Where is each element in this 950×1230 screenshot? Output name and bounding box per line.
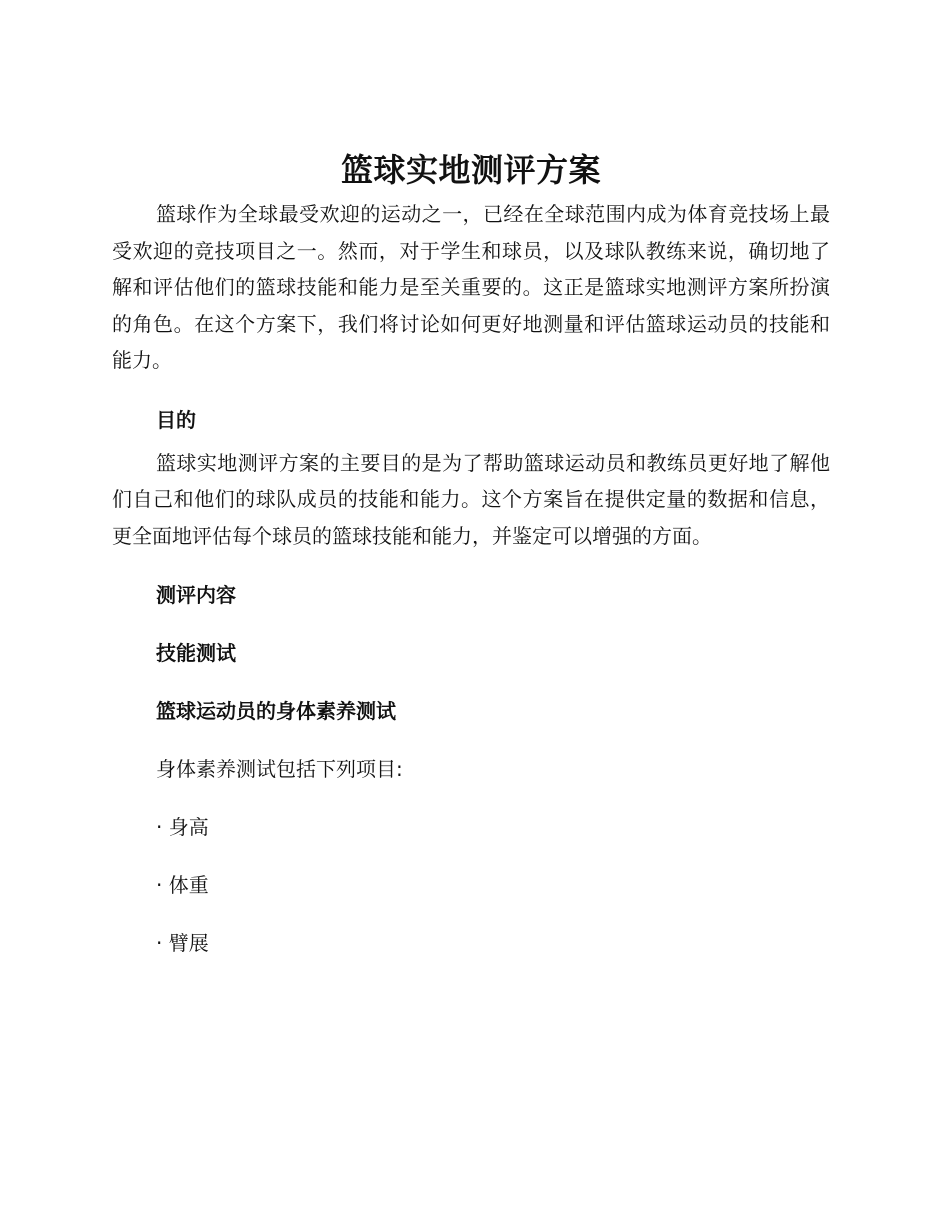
intro-paragraph: 篮球作为全球最受欢迎的运动之一，已经在全球范围内成为体育竞技场上最受欢迎的竞技项目之一。然而，对于学生和球员，以及球队教练来说，确切地了解和评估他们的篮球技能和能力是至关重要的。这正是篮球实地测评方案所扮演的角色。在这个方案下，我们将讨论如何更好地测量和评估篮球运动员的技能和能力。: [112, 202, 830, 372]
section-heading-fitness: 篮球运动员的身体素养测试: [156, 699, 396, 723]
list-item: · 臂展: [156, 931, 209, 955]
section-heading-purpose: 目的: [156, 407, 196, 432]
document-title: 篮球实地测评方案: [340, 151, 601, 189]
section-heading-content: 测评内容: [156, 583, 236, 607]
purpose-paragraph: 篮球实地测评方案的主要目的是为了帮助篮球运动员和教练员更好地了解他们自己和他们的球队成员的技能和能力。这个方案旨在提供定量的数据和信息，更全面地评估每个球员的篮球技能和能力，并鉴定可以增强的方面。: [112, 450, 830, 548]
fitness-intro: 身体素养测试包括下列项目:: [156, 757, 403, 781]
list-item: · 身高: [156, 815, 209, 839]
section-heading-skill-test: 技能测试: [156, 641, 236, 665]
list-item: · 体重: [156, 873, 209, 897]
